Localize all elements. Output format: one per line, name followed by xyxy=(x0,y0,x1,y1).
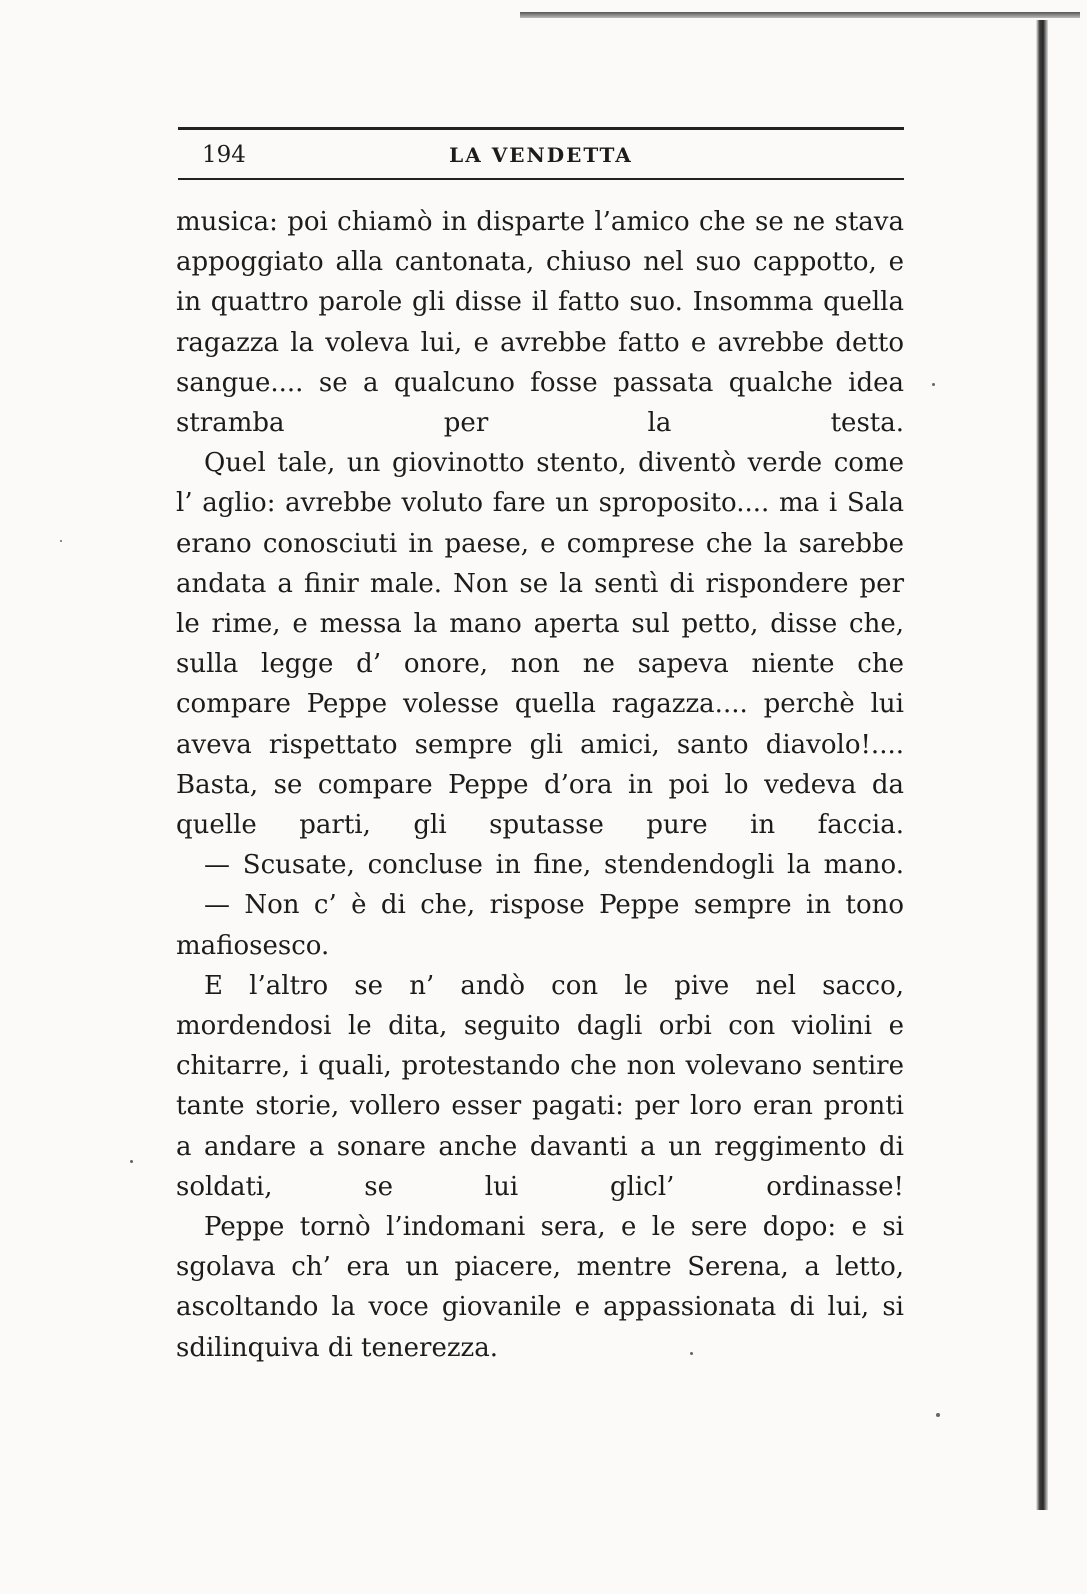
paragraph: — Scusate, concluse in fine, stendendogli la mano. xyxy=(204,850,904,881)
page-top-edge-shadow xyxy=(520,12,1080,18)
paper-speck xyxy=(60,540,62,542)
header-rule-top xyxy=(178,127,904,130)
running-header xyxy=(178,137,904,173)
running-title: LA VENDETTA xyxy=(449,143,633,167)
paper-speck xyxy=(130,1160,133,1163)
paragraph: musica: poi chiamò in disparte l’amico che se ne stava appoggiato alla cantonata, chiuso nel suo cappotto, e in quattro parole gli disse il fatto suo. Insomma quella ragazza la voleva lui, e avrebbe fatto e avrebbe detto sangue.... se a qualcuno fosse passata qualche idea stramba per la testa. xyxy=(176,207,904,439)
book-spine-shadow xyxy=(1036,20,1048,1510)
page-number: 194 xyxy=(202,142,246,168)
paragraph: E l’altro se n’ andò con le pive nel sacco, mordendosi le dita, seguito dagli orbi con violini e chitarre, i quali, protestando che non volevano sentire tante storie, vollero esser pagati: per loro eran pronti a andare a sonare anche davanti a un reggimento di soldati, se lui glicl’ ordinasse! xyxy=(176,970,904,1202)
paper-speck xyxy=(936,1413,940,1417)
paper-speck xyxy=(932,383,935,386)
header-rule-bottom xyxy=(178,178,904,180)
body-text xyxy=(176,202,904,1368)
paragraph: Peppe tornò l’indomani sera, e le sere dopo: e si sgolava ch’ era un piacere, mentre Serena, a letto, ascoltando la voce giovanile e appassionata di lui, si sdilinquiva di tenerezza. xyxy=(176,1212,904,1363)
paper-speck xyxy=(690,1352,693,1355)
paragraph: Quel tale, un giovinotto stento, diventò verde come l’ aglio: avrebbe voluto fare un sproposito.... ma i Sala erano conosciuti in paese, e comprese che la sarebbe andata a finir male. Non se la sentì di rispondere per le rime, e messa la mano aperta sul petto, disse che, sulla legge d’ onore, non ne sapeva niente che compare Peppe volesse quella ragazza.... perchè lui aveva rispettato sempre gli amici, santo diavolo!.... Basta, se compare Peppe d’ora in poi lo vedeva da quelle parti, gli sputasse pure in faccia. xyxy=(176,448,904,841)
paragraph: — Non c’ è di che, rispose Peppe sempre in tono mafiosesco. xyxy=(176,890,904,961)
